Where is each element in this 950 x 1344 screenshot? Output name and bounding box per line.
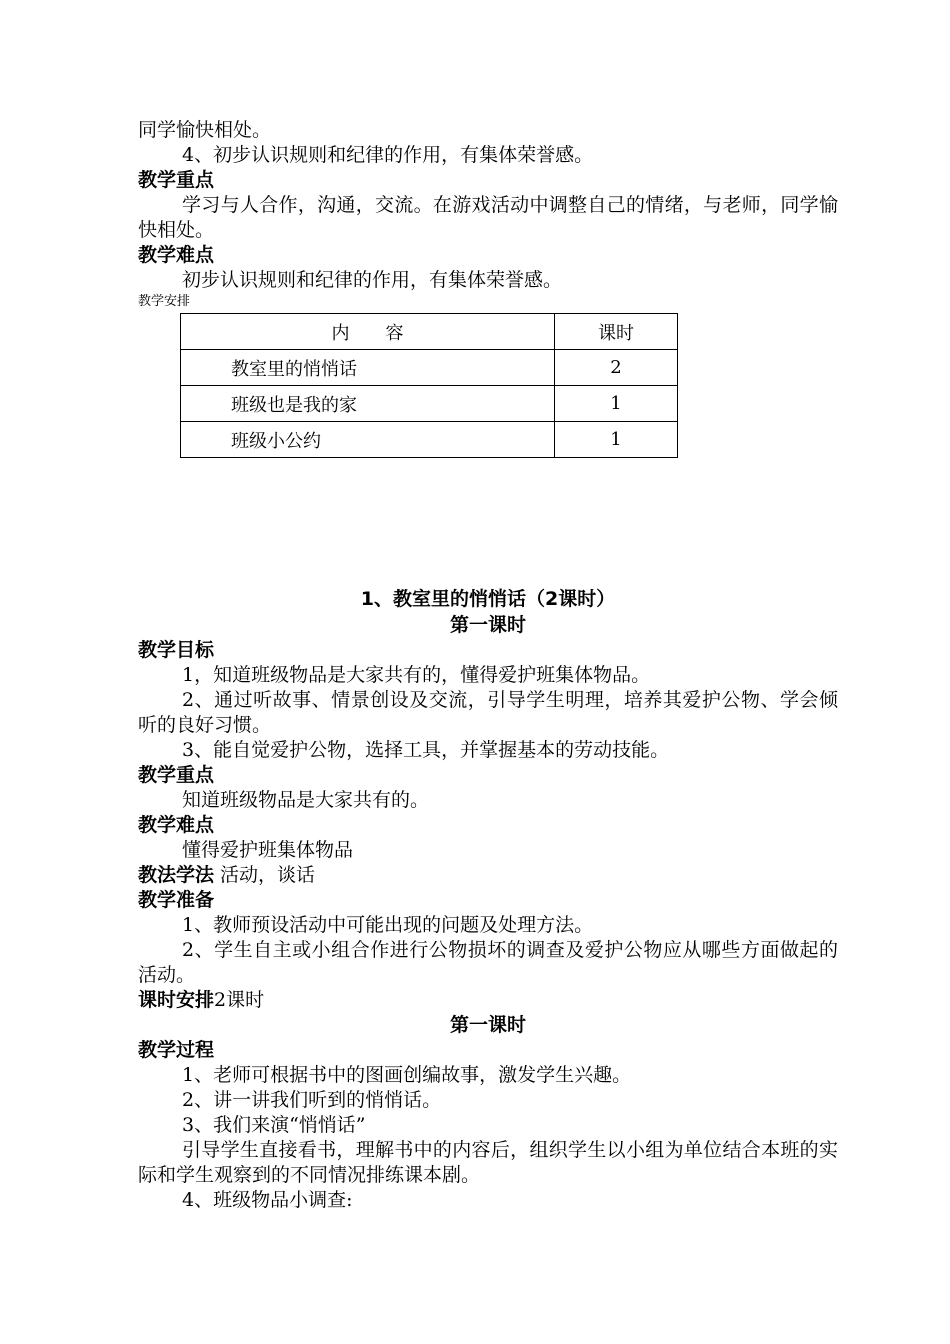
schedule-line xyxy=(138,988,838,1013)
paragraph: 懂得爱护班集体物品 xyxy=(182,839,354,861)
section-heading: 教学准备 xyxy=(138,889,215,911)
process-item: 3、我们来演“悄悄话” xyxy=(182,1114,366,1136)
header-content: 内 容 xyxy=(181,314,555,350)
header-hours: 课时 xyxy=(554,314,677,350)
table-header-row xyxy=(181,314,678,350)
arrangement-table xyxy=(180,313,678,458)
lesson-subtitle: 第一课时 xyxy=(449,614,526,636)
table-row xyxy=(181,350,678,386)
method-line xyxy=(138,863,838,888)
method-text: 活动，谈话 xyxy=(214,864,316,886)
table-row xyxy=(181,422,678,458)
paragraph: 学习与人合作，沟通，交流。在游戏活动中调整自己的情绪，与老师，同学愉快相处。 xyxy=(138,194,838,241)
row-hours: 2 xyxy=(554,350,677,386)
process-item: 2、讲一讲我们听到的悄悄话。 xyxy=(182,1089,442,1111)
lesson-title: 1、教室里的悄悄话（2课时） xyxy=(360,588,616,610)
section-heading: 教学难点 xyxy=(138,814,215,836)
row-content: 教室里的悄悄话 xyxy=(181,350,555,386)
section-heading: 教学重点 xyxy=(138,764,215,786)
paragraph: 知道班级物品是大家共有的。 xyxy=(182,789,430,811)
section-heading: 课时安排 xyxy=(138,989,215,1011)
table-row xyxy=(181,386,678,422)
section-heading: 教学过程 xyxy=(138,1039,215,1061)
goal-item: 2、通过听故事、情景创设及交流，引导学生明理，培养其爱护公物、学会倾听的良好习惯。 xyxy=(138,689,838,736)
paragraph: 引导学生直接看书，理解书中的内容后，组织学生以小组为单位结合本班的实际和学生观察到的不同情况排练课本剧。 xyxy=(138,1139,838,1186)
period-title: 第一课时 xyxy=(449,1014,526,1036)
process-item: 4、班级物品小调查: xyxy=(182,1189,353,1211)
schedule-text: 2课时 xyxy=(214,989,265,1011)
prep-item: 1、教师预设活动中可能出现的问题及处理方法。 xyxy=(182,914,594,936)
arrangement-label: 教学安排 xyxy=(138,294,191,309)
text-line: 4、初步认识规则和纪律的作用，有集体荣誉感。 xyxy=(182,144,594,166)
row-hours: 1 xyxy=(554,422,677,458)
text-line: 同学愉快相处。 xyxy=(138,119,272,141)
goal-item: 3、能自觉爱护公物，选择工具，并掌握基本的劳动技能。 xyxy=(182,739,670,761)
section-heading: 教法学法 xyxy=(138,864,215,886)
row-content: 班级小公约 xyxy=(181,422,555,458)
section-heading: 教学难点 xyxy=(138,244,215,266)
goal-item: 1，知道班级物品是大家共有的，懂得爱护班集体物品。 xyxy=(182,664,651,686)
row-hours: 1 xyxy=(554,386,677,422)
prep-item: 2、学生自主或小组合作进行公物损坏的调查及爱护公物应从哪些方面做起的活动。 xyxy=(138,939,838,986)
spacer xyxy=(138,458,838,586)
process-item: 1、老师可根据书中的图画创编故事，激发学生兴趣。 xyxy=(182,1064,632,1086)
paragraph: 初步认识规则和纪律的作用，有集体荣誉感。 xyxy=(182,269,563,291)
section-heading: 教学目标 xyxy=(138,639,215,661)
section-heading: 教学重点 xyxy=(138,169,215,191)
document-page xyxy=(138,118,838,1213)
row-content: 班级也是我的家 xyxy=(181,386,555,422)
